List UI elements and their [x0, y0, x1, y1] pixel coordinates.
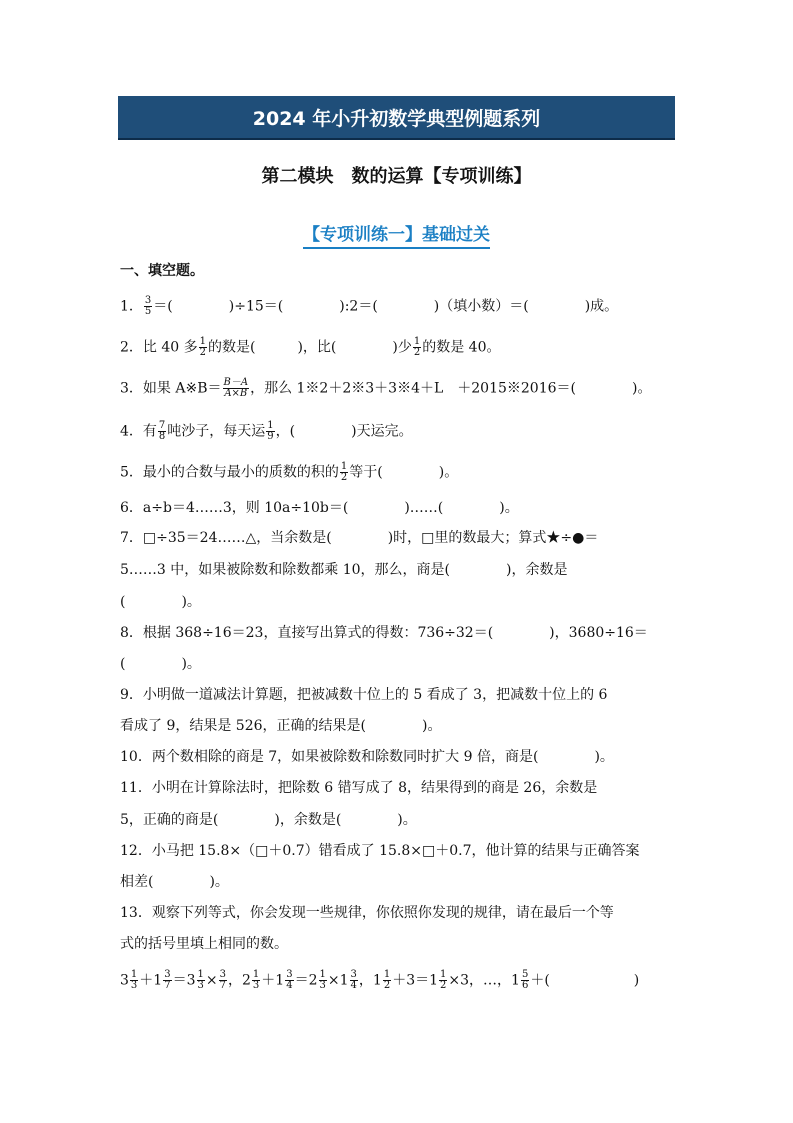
question-text: 4．有 — [120, 423, 157, 440]
fraction: $\frac{3}{4}$ — [286, 969, 293, 991]
question-text: 的数是 40。 — [422, 339, 501, 356]
question-text: 5．最小的合数与最小的质数的积的 — [120, 464, 339, 481]
question-5 — [120, 462, 680, 483]
fraction: $\frac{5}{6}$ — [521, 969, 529, 991]
section-title: 一、填空题。 — [120, 263, 204, 279]
question-13-line-2: 式的括号里填上相同的数。 — [120, 936, 288, 952]
question-7-line-1: 7．□÷35＝24……△，当余数是( )时，□里的数最大；算式★÷●＝ — [120, 530, 599, 546]
question-1 — [120, 296, 680, 317]
training-title — [0, 220, 793, 245]
fraction: $\frac{1}{2}$ — [199, 336, 206, 358]
question-number: 1． — [120, 298, 143, 315]
question-13-line-1: 13．观察下列等式，你会发现一些规律，你依照你发现的规律，请在最后一个等 — [120, 905, 614, 921]
question-12-line-2: 相差( )。 — [120, 874, 229, 890]
series-banner: 2024 年小升初数学典型例题系列 — [118, 96, 675, 140]
question-text: ，那么 1※2＋2※3＋3※4＋L ＋2015※2016＝( )。 — [250, 380, 652, 397]
question-10: 10．两个数相除的商是 7，如果被除数和除数同时扩大 9 倍，商是( )。 — [120, 749, 614, 765]
fraction: $\frac{B-A}{A\times B}$ — [223, 377, 249, 399]
fraction: $\frac{1}{2}$ — [340, 461, 348, 483]
question-text: ＝( )÷15＝( ):2＝( )（填小数）＝( )成。 — [153, 298, 619, 315]
fraction: $\frac{1}{2}$ — [383, 969, 391, 991]
fraction: $\frac{1}{2}$ — [413, 336, 421, 358]
fraction: $\frac{1}{3}$ — [319, 969, 326, 991]
module-title: 第二模块 数的运算【专项训练】 — [261, 166, 532, 187]
question-8-line-2: ( )。 — [120, 656, 201, 672]
question-8-line-1: 8．根据 368÷16＝23，直接写出算式的得数：736÷32＝( )，3680÷16＝ — [120, 625, 648, 641]
fraction: $\frac{1}{3}$ — [197, 969, 204, 991]
question-11-line-1: 11．小明在计算除法时，把除数 6 错写成了 8，结果得到的商是 26，余数是 — [120, 780, 598, 796]
question-9-line-2: 看成了 9，结果是 526，正确的结果是( )。 — [120, 718, 442, 734]
question-3 — [120, 378, 680, 399]
fraction: $\frac{3}{5}$ — [144, 295, 152, 317]
training-title-text: 【专项训练一】基础过关 — [303, 225, 490, 249]
question-text: 的数是( )，比( )少 — [208, 339, 412, 356]
question-text: 3．如果 A※B＝ — [120, 380, 222, 397]
question-text: 等于( )。 — [349, 464, 459, 481]
question-13-equations: 3 $\frac{1}{3}$ ＋1 $\frac{3}{7}$ ＝3 $\frac{1}{3}$ × $\frac{3}{7}$ ，2 $\frac{1}{3}$ ＋1 $\frac{3}{4}$ ＝2 $\frac{1}{3}$ ×1 $\frac{3}{4}$ ，1 $\frac{1}{2}$ ＋3＝1 $\frac{1}{2}$ ×3，…，1 $\frac{5}{6}$ ＋( ) — [120, 969, 640, 991]
question-text: 2．比 40 多 — [120, 339, 198, 356]
question-7-line-3: ( )。 — [120, 594, 201, 610]
question-7-line-2: 5……3 中，如果被除数和除数都乘 10，那么，商是( )，余数是 — [120, 562, 568, 578]
question-6: 6．a÷b＝4……3，则 10a÷10b＝( )……( )。 — [120, 500, 519, 516]
question-11-line-2: 5，正确的商是( )，余数是( )。 — [120, 812, 417, 828]
fraction: $\frac{1}{3}$ — [252, 969, 260, 991]
fraction: $\frac{1}{9}$ — [267, 420, 274, 442]
fraction: $\frac{1}{2}$ — [440, 969, 447, 991]
fraction: $\frac{3}{4}$ — [350, 969, 357, 991]
fraction: $\frac{3}{7}$ — [164, 969, 171, 991]
fraction: $\frac{1}{3}$ — [130, 969, 138, 991]
question-12-line-1: 12．小马把 15.8×（□＋0.7）错看成了 15.8×□＋0.7，他计算的结果与正确答案 — [120, 843, 640, 859]
question-9-line-1: 9．小明做一道减法计算题，把被减数十位上的 5 看成了 3，把减数十位上的 6 — [120, 687, 608, 703]
fraction: $\frac{7}{8}$ — [158, 420, 166, 442]
question-text: 吨沙子，每天运 — [167, 423, 266, 440]
question-2 — [120, 337, 680, 358]
fraction: $\frac{3}{7}$ — [219, 969, 226, 991]
question-4 — [120, 421, 680, 442]
question-text: ，( )天运完。 — [275, 423, 413, 440]
